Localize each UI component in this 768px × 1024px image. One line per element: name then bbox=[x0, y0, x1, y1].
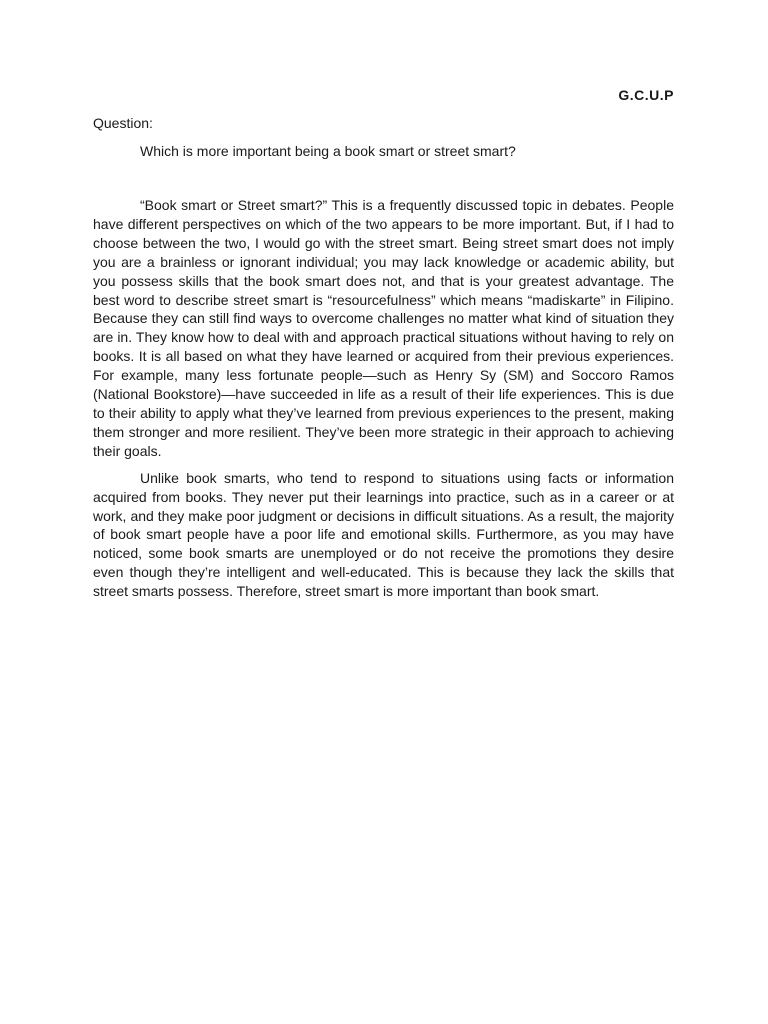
question-label: Question: bbox=[93, 115, 153, 131]
question-text: Which is more important being a book smart or street smart? bbox=[140, 143, 516, 159]
essay-body bbox=[93, 196, 674, 609]
document-header: G.C.U.P bbox=[618, 87, 674, 103]
essay-paragraph-1: “Book smart or Street smart?” This is a frequently discussed topic in debates. People have different perspectives on which of the two appears to be more important. But, if I had to choose between the two, I would go with the street smart. Being street smart does not imply you are a brainless or ignorant individual; you may lack knowledge or academic ability, but you possess skills that the book smart does not, and that is your greatest advantage. The best word to describe street smart is “resourcefulness” which means “madiskarte” in Filipino. Because they can still find ways to overcome challenges no matter what kind of situation they are in. They know how to deal with and approach practical situations without having to rely on books. It is all based on what they have learned or acquired from their previous experiences. For example, many less fortunate people—such as Henry Sy (SM) and Soccoro Ramos (National Bookstore)—have succeeded in life as a result of their life experiences. This is due to their ability to apply what they’ve learned from previous experiences to the present, making them stronger and more resilient. They’ve been more strategic in their approach to achieving their goals. bbox=[93, 197, 674, 459]
essay-paragraph-2: Unlike book smarts, who tend to respond to situations using facts or information acquired from books. They never put their learnings into practice, such as in a career or at work, and they make poor judgment or decisions in difficult situations. As a result, the majority of book smart people have a poor life and emotional skills. Furthermore, as you may have noticed, some book smarts are unemployed or do not receive the promotions they desire even though they’re intelligent and well-educated. This is because they lack the skills that street smarts possess. Therefore, street smart is more important than book smart. bbox=[93, 469, 674, 600]
